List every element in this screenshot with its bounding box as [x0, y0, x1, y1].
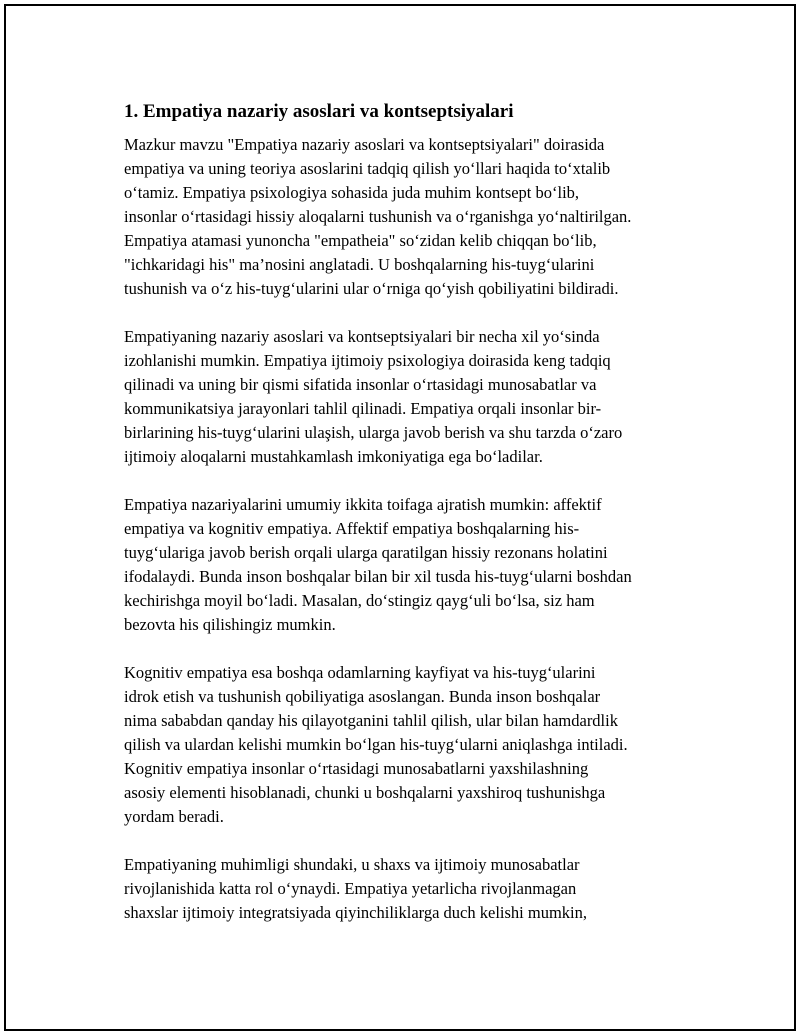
text-line: o‘tamiz. Empatiya psixologiya sohasida juda muhim kontsept bo‘lib, — [124, 183, 580, 202]
paragraph-3 — [124, 493, 684, 637]
text-line: Empatiyaning nazariy asoslari va kontseptsiyalari bir necha xil yo‘sinda — [124, 327, 600, 346]
text-line: bezovta his qilishingiz mumkin. — [124, 615, 336, 634]
text-line: birlarining his-tuyg‘ularini ulaşish, ularga javob berish va shu tarzda o‘zaro — [124, 423, 623, 442]
paragraph-4 — [124, 661, 684, 829]
text-line: empatiya va uning teoriya asoslarini tadqiq qilish yo‘llari haqida to‘xtalib — [124, 159, 611, 178]
text-line: Kognitiv empatiya insonlar o‘rtasidagi munosabatlarni yaxshilashning — [124, 759, 589, 778]
text-line: idrok etish va tushunish qobiliyatiga asoslangan. Bunda inson boshqalar — [124, 687, 601, 706]
paragraph-5 — [124, 853, 684, 925]
text-line: asosiy elementi hisoblanadi, chunki u boshqalarni yaxshiroq tushunishga — [124, 783, 606, 802]
text-line: Empatiyaning muhimligi shundaki, u shaxs va ijtimoiy munosabatlar — [124, 855, 580, 874]
paragraph-2 — [124, 325, 684, 469]
text-line: shaxslar ijtimoiy integratsiyada qiyinchiliklarga duch kelishi mumkin, — [124, 903, 587, 922]
text-line: "ichkaridagi his" ma’nosini anglatadi. U boshqalarning his-tuyg‘ularini — [124, 255, 595, 274]
text-line: Empatiya nazariyalarini umumiy ikkita toifaga ajratish mumkin: affektif — [124, 495, 602, 514]
text-line: qilinadi va uning bir qismi sifatida insonlar o‘rtasidagi munosabatlar va — [124, 375, 597, 394]
text-line: Mazkur mavzu "Empatiya nazariy asoslari va kontseptsiyalari" doirasida — [124, 135, 605, 154]
text-line: yordam beradi. — [124, 807, 224, 826]
paragraph-1 — [124, 133, 684, 301]
text-line: empatiya va kognitiv empatiya. Affektif empatiya boshqalarning his- — [124, 519, 580, 538]
text-line: kommunikatsiya jarayonlari tahlil qilinadi. Empatiya orqali insonlar bir- — [124, 399, 602, 418]
text-line: tuyg‘ulariga javob berish orqali ularga qaratilgan hissiy rezonans holatini — [124, 543, 608, 562]
section-heading: 1. Empatiya nazariy asoslari va kontseptsiyalari — [124, 101, 514, 122]
document-body — [124, 100, 684, 949]
text-line: insonlar o‘rtasidagi hissiy aloqalarni tushunish va o‘rganishga yo‘naltirilgan. — [124, 207, 632, 226]
text-line: kechirishga moyil bo‘ladi. Masalan, do‘stingiz qayg‘uli bo‘lsa, siz ham — [124, 591, 595, 610]
text-line: rivojlanishida katta rol o‘ynaydi. Empatiya yetarlicha rivojlanmagan — [124, 879, 577, 898]
text-line: izohlanishi mumkin. Empatiya ijtimoiy psixologiya doirasida keng tadqiq — [124, 351, 611, 370]
text-line: ijtimoiy aloqalarni mustahkamlash imkoniyatiga ega bo‘ladilar. — [124, 447, 543, 466]
page-frame — [4, 4, 796, 1031]
text-line: qilish va ulardan kelishi mumkin bo‘lgan his-tuyg‘ularni aniqlashga intiladi. — [124, 735, 628, 754]
text-line: Kognitiv empatiya esa boshqa odamlarning kayfiyat va his-tuyg‘ularini — [124, 663, 596, 682]
text-line: ifodalaydi. Bunda inson boshqalar bilan bir xil tusda his-tuyg‘ularni boshdan — [124, 567, 632, 586]
text-line: Empatiya atamasi yunoncha "empatheia" so‘zidan kelib chiqqan bo‘lib, — [124, 231, 597, 250]
text-line: nima sababdan qanday his qilayotganini tahlil qilish, ular bilan hamdardlik — [124, 711, 618, 730]
text-line: tushunish va o‘z his-tuyg‘ularini ular o‘rniga qo‘yish qobiliyatini bildiradi. — [124, 279, 619, 298]
